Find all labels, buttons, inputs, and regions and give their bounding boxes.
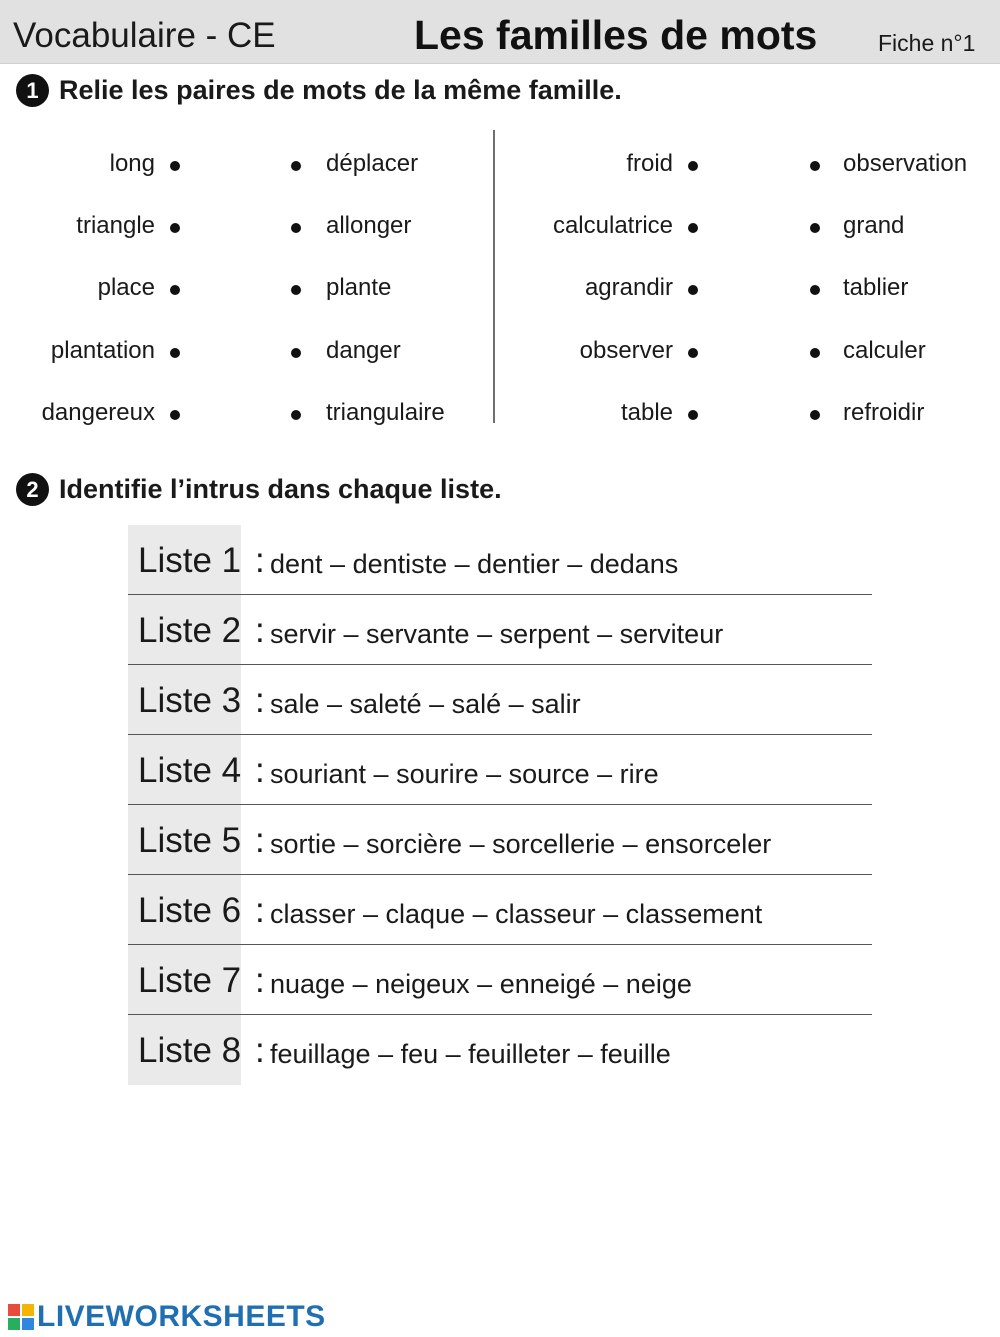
match-dot[interactable] (170, 161, 180, 171)
list-row (128, 595, 872, 665)
list-words[interactable]: nuage – neigeux – enneigé – neige (270, 969, 692, 999)
list-colon: : (255, 611, 265, 650)
exercise-1-title (16, 74, 622, 107)
match-word-group1-right: allonger (326, 212, 412, 239)
match-dot[interactable] (810, 223, 820, 233)
match-word-group2-right: grand (843, 212, 905, 239)
match-word-group2-left: table (620, 399, 673, 426)
list-label: Liste 5 (138, 821, 242, 860)
list-words[interactable]: sale – saleté – salé – salir (270, 689, 581, 719)
match-word-group1-right: déplacer (326, 150, 419, 177)
match-dot[interactable] (291, 410, 301, 420)
match-word-group2-left: agrandir (584, 274, 673, 301)
list-colon: : (255, 681, 265, 720)
match-word-group2-right: tablier (843, 274, 909, 301)
match-dot[interactable] (291, 348, 301, 358)
list-words[interactable]: souriant – sourire – source – rire (270, 759, 659, 789)
match-word-group2-left: calculatrice (552, 212, 673, 239)
match-dot[interactable] (170, 285, 180, 295)
list-words[interactable]: servir – servante – serpent – serviteur (270, 619, 724, 649)
exercise-2-instruction: Identifie l’intrus dans chaque liste. (59, 474, 502, 504)
logo-text: LIVEWORKSHEETS (37, 1300, 326, 1333)
list-colon: : (255, 1031, 265, 1070)
exercise-1-number-icon: 1 (16, 74, 49, 107)
match-word-group1-right: triangulaire (326, 399, 445, 426)
match-word-group2-right: calculer (843, 337, 926, 364)
exercise-1-instruction: Relie les paires de mots de la même famille. (59, 75, 622, 105)
exercise-2-number-icon: 2 (16, 473, 49, 506)
list-row (128, 805, 872, 875)
list-colon: : (255, 961, 265, 1000)
footer-logo[interactable] (8, 1300, 326, 1334)
match-word-group1-left: triangle (76, 212, 155, 239)
match-word-group2-right: refroidir (843, 399, 925, 426)
list-colon: : (255, 541, 265, 580)
list-label: Liste 3 (138, 681, 242, 720)
list-label: Liste 2 (138, 611, 242, 650)
header-bar (0, 0, 1000, 64)
list-row (128, 525, 872, 595)
match-word-group2-left: froid (626, 150, 673, 177)
list-colon: : (255, 821, 265, 860)
list-row (128, 1015, 872, 1085)
list-row (128, 945, 872, 1015)
match-dot[interactable] (810, 161, 820, 171)
match-dot[interactable] (291, 223, 301, 233)
liveworksheets-logo-icon (8, 1304, 34, 1330)
match-dot[interactable] (291, 161, 301, 171)
match-dot[interactable] (170, 348, 180, 358)
list-row (128, 735, 872, 805)
list-label: Liste 8 (138, 1031, 242, 1070)
list-colon: : (255, 751, 265, 790)
match-word-group1-left: dangereux (41, 399, 155, 426)
match-dot[interactable] (810, 348, 820, 358)
match-dot[interactable] (170, 223, 180, 233)
match-dot[interactable] (810, 285, 820, 295)
match-dot[interactable] (688, 348, 698, 358)
sheet-number: Fiche n°1 (878, 30, 976, 56)
match-dot[interactable] (688, 161, 698, 171)
match-dot[interactable] (688, 410, 698, 420)
match-word-group1-right: danger (326, 337, 401, 364)
match-dot[interactable] (688, 223, 698, 233)
match-word-group2-left: observer (579, 337, 673, 364)
list-words[interactable]: dent – dentiste – dentier – dedans (270, 549, 679, 579)
column-divider (493, 130, 495, 423)
match-dot[interactable] (810, 410, 820, 420)
match-word-group2-right: observation (843, 150, 968, 177)
match-word-group1-left: plantation (50, 337, 155, 364)
match-dot[interactable] (170, 410, 180, 420)
list-label: Liste 4 (138, 751, 242, 790)
list-label: Liste 1 (138, 541, 242, 580)
list-label: Liste 6 (138, 891, 242, 930)
list-words[interactable]: feuillage – feu – feuilleter – feuille (270, 1039, 671, 1069)
page-title: Les familles de mots (414, 12, 818, 58)
exercise-2-title (16, 473, 502, 506)
list-colon: : (255, 891, 265, 930)
match-dot[interactable] (688, 285, 698, 295)
list-words[interactable]: classer – claque – classeur – classement (270, 899, 763, 929)
list-label: Liste 7 (138, 961, 242, 1000)
list-row (128, 665, 872, 735)
match-word-group1-right: plante (326, 274, 392, 301)
list-words[interactable]: sortie – sorcière – sorcellerie – ensorceler (270, 829, 772, 859)
match-word-group1-left: place (97, 274, 155, 301)
match-word-group1-left: long (109, 150, 155, 177)
subject-label: Vocabulaire - CE (13, 16, 276, 55)
match-dot[interactable] (291, 285, 301, 295)
list-row (128, 875, 872, 945)
